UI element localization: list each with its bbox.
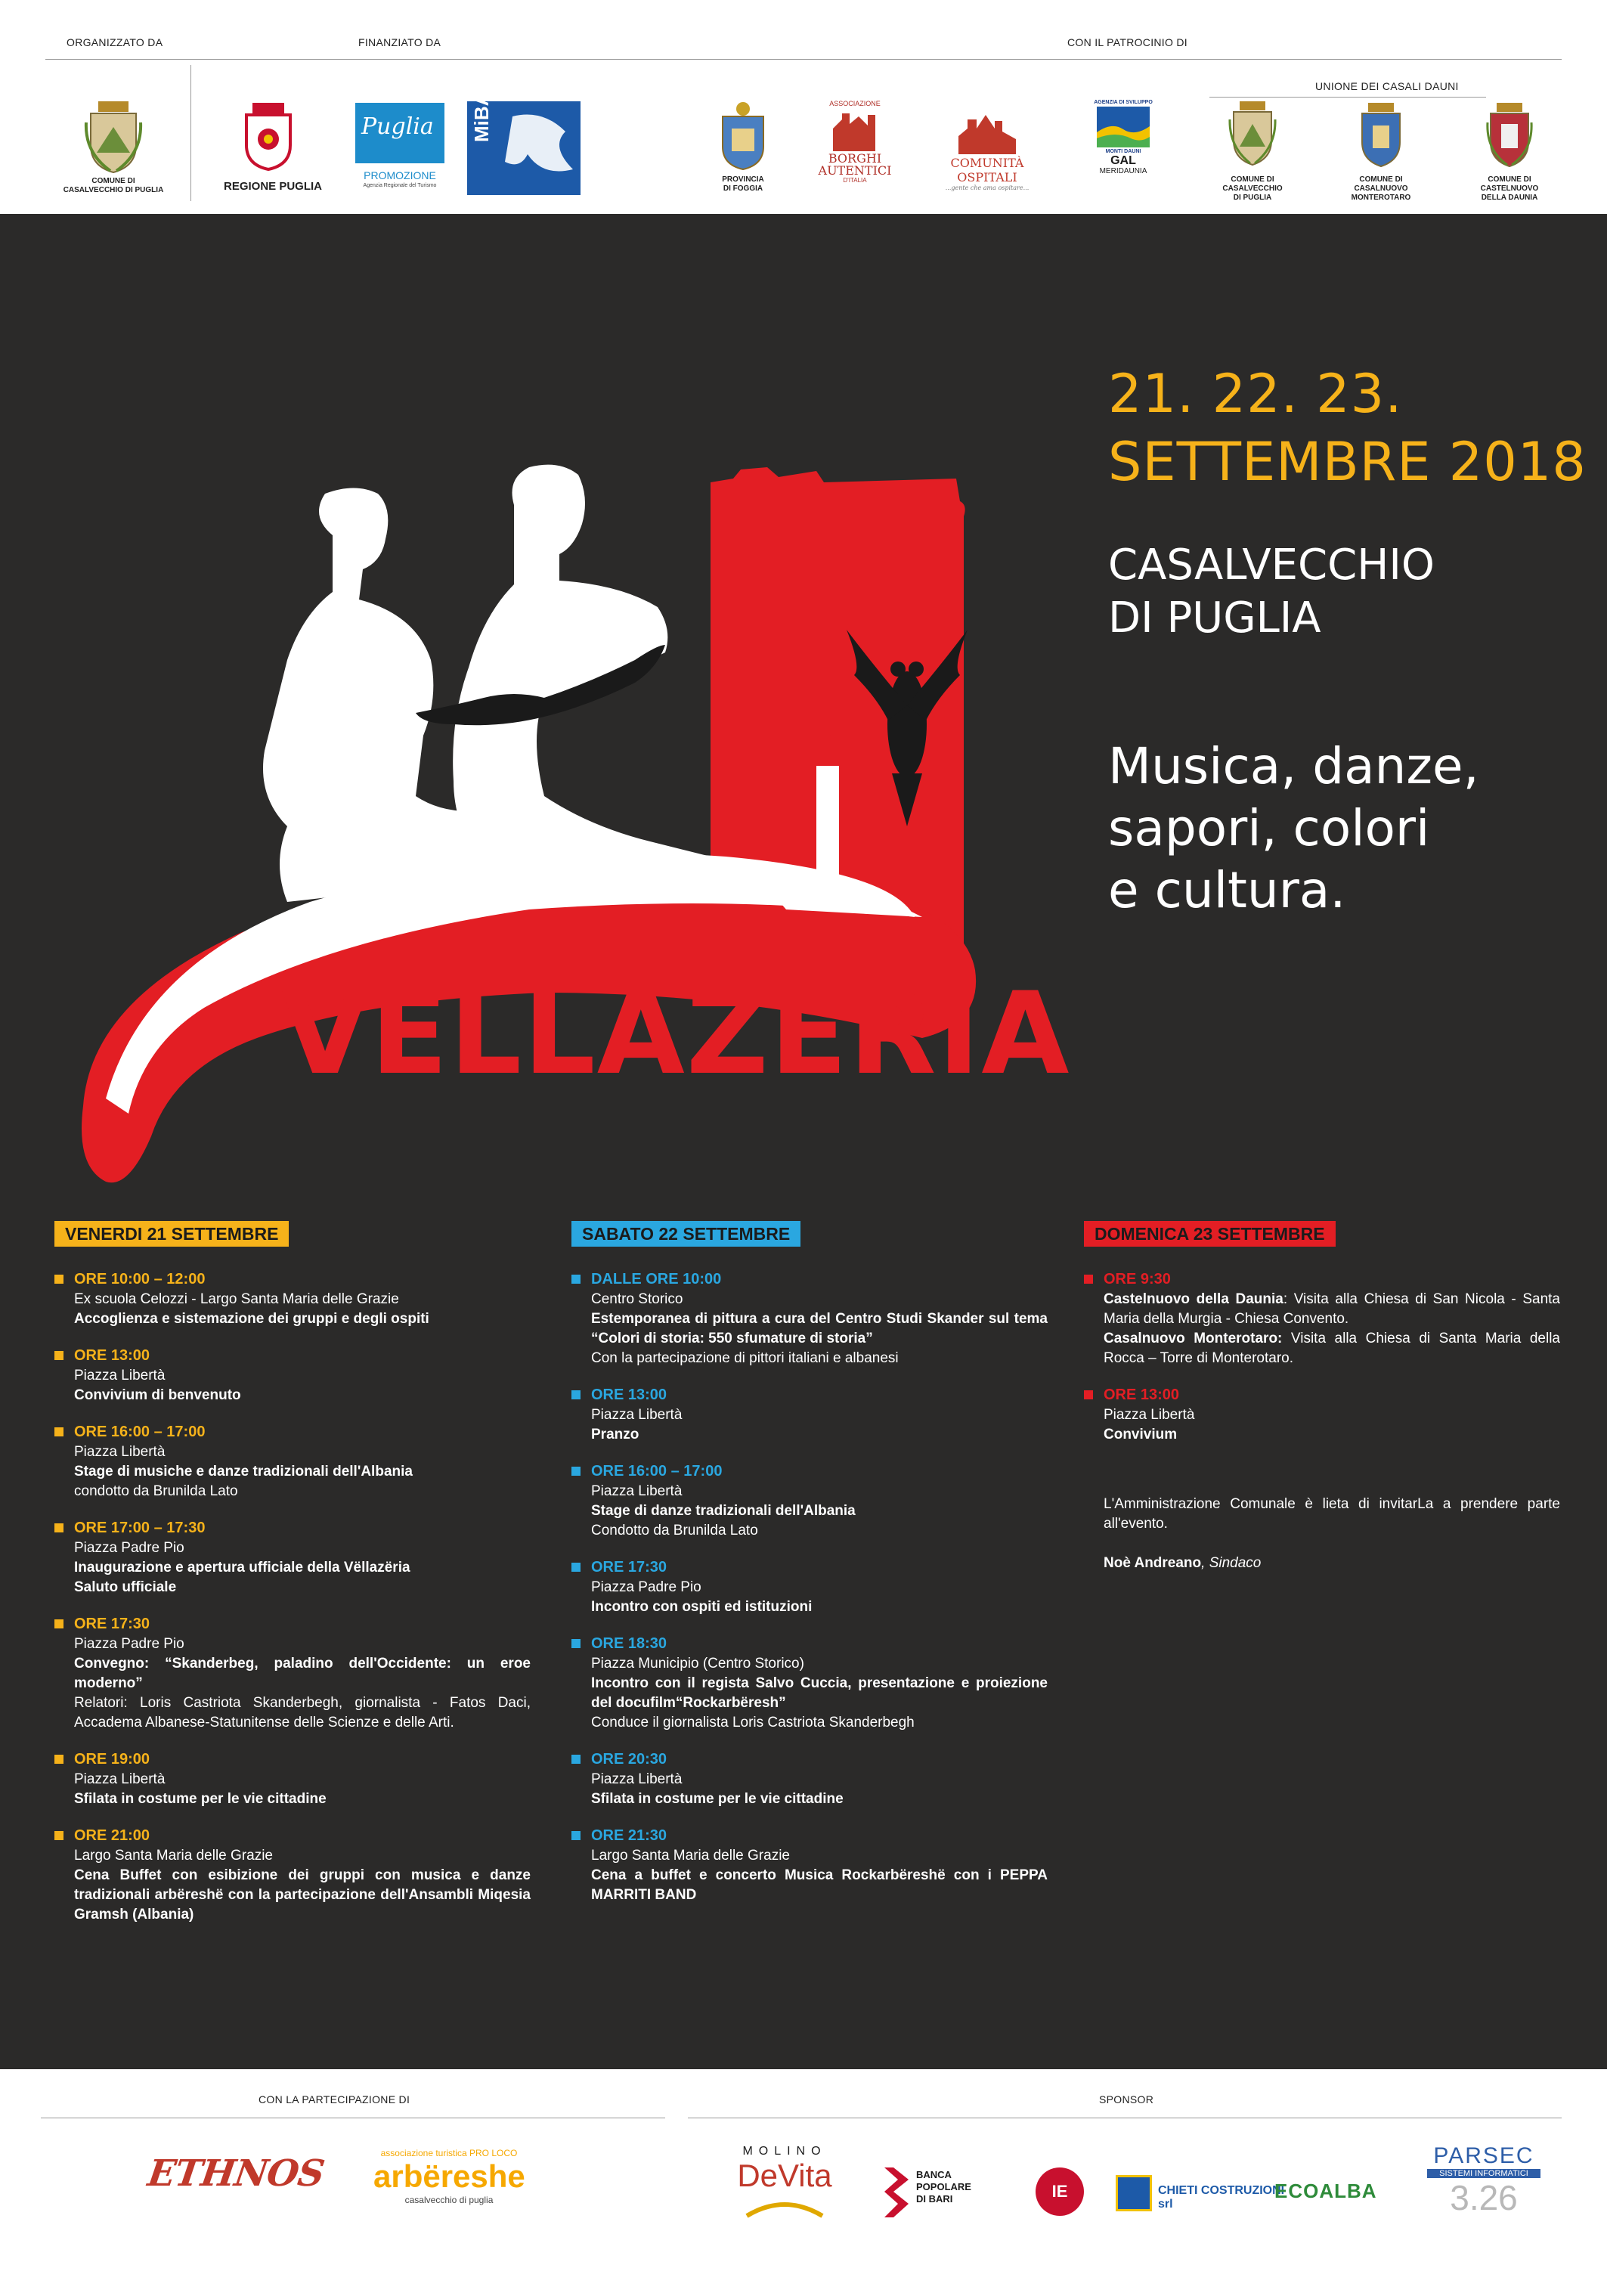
friday-heading: VENERDI 21 SETTEMBRE xyxy=(54,1221,289,1247)
event-note: condotto da Brunilda Lato xyxy=(74,1483,238,1499)
gal-meridaunia-logo xyxy=(1093,100,1153,198)
provincia-foggia-crest-icon xyxy=(718,101,768,171)
event-time: ORE 17:00 – 17:30 xyxy=(54,1518,531,1538)
casalnuovo-crest-icon xyxy=(1358,101,1404,168)
puglia-wordmark: Puglia xyxy=(361,113,434,140)
wheat-icon xyxy=(739,2193,830,2219)
event-time: ORE 16:00 – 17:00 xyxy=(571,1461,1048,1482)
event-place: Piazza Libertà xyxy=(74,1444,166,1460)
puglia-promozione-logo xyxy=(355,103,444,200)
tagline-line3: e cultura. xyxy=(1108,861,1346,919)
tagline-line2: sapori, colori xyxy=(1108,799,1430,857)
event-item xyxy=(54,1518,531,1597)
sponsor-label: SPONSOR xyxy=(1099,2093,1154,2105)
bullet-square-icon xyxy=(571,1467,581,1476)
event-place: Piazza Libertà xyxy=(591,1407,683,1423)
borghi-line1: BORGHI xyxy=(828,151,882,166)
bullet-square-icon xyxy=(54,1351,63,1360)
patrocinio-label: CON IL PATROCINIO DI xyxy=(1067,36,1187,48)
finanziato-label: FINANZIATO DA xyxy=(358,36,441,48)
program-friday xyxy=(54,1221,531,1941)
event-place: Ex scuola Celozzi - Largo Santa Maria delle Grazie xyxy=(74,1291,399,1307)
signature: Noè Andreano, Sindaco xyxy=(1104,1555,1262,1571)
event-item xyxy=(571,1557,1048,1617)
provincia-caption: PROVINCIA DI FOGGIA xyxy=(722,175,764,193)
organizzato-label: ORGANIZZATO DA xyxy=(67,36,163,48)
event-title: Stage di musiche e danze tradizionali dell'Albania xyxy=(74,1464,413,1480)
event-time: ORE 9:30 xyxy=(1084,1269,1560,1290)
event-time: ORE 17:30 xyxy=(571,1557,1048,1578)
event-time: ORE 18:30 xyxy=(571,1634,1048,1654)
event-note: Condotto da Brunilda Lato xyxy=(591,1523,758,1538)
event-desc: Casalnuovo Monterotaro: Visita alla Chiesa di Santa Maria della Rocca – Torre di Monterotaro. xyxy=(1104,1331,1560,1366)
parsec-sub: SISTEMI INFORMATICI xyxy=(1427,2169,1540,2178)
parsec-number: 3.26 xyxy=(1450,2178,1518,2217)
mibact-logo xyxy=(467,65,581,195)
event-item xyxy=(571,1826,1048,1905)
event-place: Largo Santa Maria delle Grazie xyxy=(74,1848,273,1864)
event-time: ORE 17:30 xyxy=(54,1614,531,1634)
sunday-event xyxy=(1084,1385,1560,1445)
molino-name: DeVita xyxy=(737,2158,832,2193)
bullet-square-icon xyxy=(1084,1275,1093,1284)
event-place: Piazza Libertà xyxy=(591,1483,683,1499)
molino-top: MOLINO xyxy=(742,2145,827,2158)
header-vertical-divider xyxy=(190,65,191,201)
participation-label: CON LA PARTECIPAZIONE DI xyxy=(259,2093,410,2105)
parsec-name: PARSEC xyxy=(1433,2143,1534,2168)
event-item xyxy=(571,1634,1048,1733)
event-place-line1: CASALVECCHIO xyxy=(1108,541,1435,590)
event-item xyxy=(54,1346,531,1405)
sunday-heading: DOMENICA 23 SETTEMBRE xyxy=(1084,1221,1336,1247)
casalvecchio-patron-crest-icon xyxy=(1228,100,1277,166)
bullet-square-icon xyxy=(571,1563,581,1572)
bullet-square-icon xyxy=(54,1427,63,1436)
organizer-caption: COMUNE DI CASALVECCHIO DI PUGLIA xyxy=(63,177,164,194)
event-title: Estemporanea di pittura a cura del Centro Studi Skander sul tema “Colori di storia: 550 sfumature di storia” xyxy=(591,1311,1048,1346)
mibact-wordmark: MiBACT xyxy=(470,65,493,142)
proloco-sub: casalvecchio di puglia xyxy=(404,2195,494,2205)
casalnuovo-caption: COMUNE DI CASALNUOVO MONTEROTARO xyxy=(1351,175,1411,202)
event-note: Con la partecipazione di pittori italiani e albanesi xyxy=(591,1350,899,1366)
chieti-costruzioni-logo xyxy=(1116,2175,1290,2211)
event-time: ORE 16:00 – 17:00 xyxy=(54,1422,531,1442)
regione-puglia-name: REGIONE PUGLIA xyxy=(223,180,322,193)
bullet-square-icon xyxy=(571,1390,581,1399)
event-time: ORE 13:00 xyxy=(571,1385,1048,1405)
event-time: ORE 13:00 xyxy=(1084,1385,1560,1405)
bullet-square-icon xyxy=(54,1831,63,1840)
header-divider-left xyxy=(45,59,688,60)
proloco-top: associazione turistica PRO LOCO xyxy=(380,2148,518,2158)
event-item xyxy=(571,1461,1048,1541)
bullet-square-icon xyxy=(571,1755,581,1764)
casalvecchio-crest-icon xyxy=(83,100,144,174)
event-title: Sfilata in costume per le vie cittadine xyxy=(591,1791,844,1807)
ecoalba-logo: ECOALBA xyxy=(1274,2180,1377,2202)
event-time: ORE 21:00 xyxy=(54,1826,531,1846)
event-title: Inaugurazione e apertura ufficiale della Vëllazëria xyxy=(74,1560,410,1576)
cc-name: CHIETI COSTRUZIONI srl xyxy=(1158,2184,1285,2211)
event-note: Conduce il giornalista Loris Castriota Skanderbegh xyxy=(591,1715,915,1731)
bpb-mark-icon xyxy=(883,2166,910,2219)
event-place: Piazza Libertà xyxy=(74,1368,166,1383)
event-item xyxy=(54,1826,531,1925)
promozione-label: PROMOZIONE xyxy=(364,169,436,181)
event-time: ORE 10:00 – 12:00 xyxy=(54,1269,531,1290)
header-sponsors-bar xyxy=(0,0,1607,214)
gal-top: AGENZIA DI SVILUPPO xyxy=(1094,100,1153,105)
bullet-square-icon xyxy=(54,1619,63,1628)
event-time: ORE 19:00 xyxy=(54,1749,531,1770)
event-item xyxy=(54,1749,531,1809)
event-note: Relatori: Loris Castriota Skanderbegh, giornalista - Fatos Daci, Accadema Albanese-Statunitense delle Scienze e delle Arti. xyxy=(74,1695,531,1731)
friday-events xyxy=(54,1269,531,1925)
program-sunday xyxy=(1084,1221,1560,1573)
borghi-line3: D'ITALIA xyxy=(843,177,867,184)
molino-devita-logo xyxy=(724,2145,845,2223)
event-item xyxy=(54,1422,531,1501)
event-item xyxy=(571,1385,1048,1445)
parsec-logo xyxy=(1427,2143,1540,2217)
event-title: Cena Buffet con esibizione dei gruppi con musica e danze tradizionali arbëreshë con la partecipazione dell'Ansambli Miqesia Gramsh (Albania) xyxy=(74,1867,531,1923)
event-title: Accoglienza e sistemazione dei gruppi e degli ospiti xyxy=(74,1311,429,1327)
event-place: Piazza Libertà xyxy=(1104,1407,1195,1423)
ethnos-logo: ETHNOS xyxy=(145,2152,327,2195)
header-divider-right xyxy=(688,59,1562,60)
event-place: Piazza Padre Pio xyxy=(591,1579,701,1595)
saturday-events xyxy=(571,1269,1048,1905)
borghi-top: ASSOCIAZIONE xyxy=(829,100,881,107)
event-title: Incontro con il regista Salvo Cuccia, presentazione e proiezione del docufilm“Rockarbëresh” xyxy=(591,1675,1048,1711)
event-item xyxy=(54,1269,531,1329)
event-place: Largo Santa Maria delle Grazie xyxy=(591,1848,790,1864)
event-place-line2: DI PUGLIA xyxy=(1108,593,1321,643)
event-title: Cena a buffet e concerto Musica Rockarbëreshë con i PEPPA MARRITI BAND xyxy=(591,1867,1048,1903)
sunday-event xyxy=(1084,1269,1560,1368)
event-item xyxy=(54,1614,531,1733)
event-place: Piazza Libertà xyxy=(591,1771,683,1787)
event-title: Convivium xyxy=(1104,1427,1178,1442)
event-place: Piazza Libertà xyxy=(74,1771,166,1787)
comunita-ospitali-name: COMUNITÀ OSPITALI xyxy=(950,156,1024,184)
banca-popolare-bari-logo xyxy=(883,2166,989,2226)
program-saturday xyxy=(571,1221,1048,1922)
proloco-name: arbëreshe xyxy=(373,2158,525,2194)
regione-puglia-crest-icon xyxy=(242,101,295,171)
tagline-line1: Musica, danze, xyxy=(1108,737,1479,795)
cc-mark-icon xyxy=(1116,2175,1152,2211)
event-month: SETTEMBRE 2018 xyxy=(1108,431,1587,493)
event-place: Piazza Municipio (Centro Storico) xyxy=(591,1656,804,1672)
promozione-sub: Agenzia Regionale del Turismo xyxy=(363,183,437,188)
gal-mid: MONTI DAUNI xyxy=(1105,149,1141,154)
castelnuovo-crest-icon xyxy=(1486,101,1533,168)
event-place: Piazza Padre Pio xyxy=(74,1540,184,1556)
unione-divider xyxy=(1209,97,1486,98)
invitation-text: L'Amministrazione Comunale è lieta di invitarLa a prendere parte all'evento. xyxy=(1104,1496,1560,1532)
event-item xyxy=(571,1749,1048,1809)
bullet-square-icon xyxy=(571,1831,581,1840)
footer-sponsors-bar xyxy=(0,2069,1607,2296)
saturday-heading: SABATO 22 SETTEMBRE xyxy=(571,1221,800,1247)
event-title: Incontro con ospiti ed istituzioni xyxy=(591,1599,813,1615)
bullet-square-icon xyxy=(571,1639,581,1648)
event-title: Stage di danze tradizionali dell'Albania xyxy=(591,1503,856,1519)
bullet-square-icon xyxy=(54,1755,63,1764)
bullet-square-icon xyxy=(1084,1390,1093,1399)
bullet-square-icon xyxy=(571,1275,581,1284)
unione-label: UNIONE DEI CASALI DAUNI xyxy=(1315,80,1459,92)
comunita-ospitali-motto: ...gente che ama ospitare... xyxy=(945,184,1030,191)
event-time: ORE 21:30 xyxy=(571,1826,1048,1846)
bullet-square-icon xyxy=(54,1523,63,1532)
event-item xyxy=(571,1269,1048,1368)
event-title: Pranzo xyxy=(591,1427,639,1442)
borghi-autentici-logo xyxy=(813,100,896,195)
event-place: Piazza Padre Pio xyxy=(74,1636,184,1652)
event-time: ORE 20:30 xyxy=(571,1749,1048,1770)
event-time: ORE 13:00 xyxy=(54,1346,531,1366)
event-dates: 21. 22. 23. xyxy=(1108,363,1403,425)
proloco-arbereshe-logo xyxy=(373,2148,525,2205)
logo-letter xyxy=(813,728,844,758)
bullet-square-icon xyxy=(54,1275,63,1284)
event-place: Centro Storico xyxy=(591,1291,683,1307)
bpb-text: BANCA POPOLARE DI BARI xyxy=(916,2169,971,2205)
event-title: Sfilata in costume per le vie cittadine xyxy=(74,1791,327,1807)
event-time: DALLE ORE 10:00 xyxy=(571,1269,1048,1290)
event-title: Saluto ufficiale xyxy=(74,1579,177,1595)
event-title: Convegno: “Skanderbeg, paladino dell'Occidente: un eroe moderno” xyxy=(74,1656,531,1691)
gal-sub: MERIDAUNIA xyxy=(1099,167,1147,175)
borghi-line2: AUTENTICI xyxy=(818,163,892,178)
event-title: Convivium di benvenuto xyxy=(74,1387,241,1403)
event-title: VËLLAZËRIA xyxy=(281,968,1071,1100)
castelnuovo-caption: COMUNE DI CASTELNUOVO DELLA DAUNIA xyxy=(1480,175,1539,202)
ie-logo: IE xyxy=(1036,2167,1084,2216)
comunita-ospitali-logo xyxy=(924,106,1051,195)
casalvecchio-patron-caption: COMUNE DI CASALVECCHIO DI PUGLIA xyxy=(1222,175,1283,202)
gal-name: GAL xyxy=(1110,154,1136,167)
event-desc: Castelnuovo della Daunia: Visita alla Chiesa di San Nicola - Santa Maria della Murgia - Chiesa Convento. xyxy=(1104,1291,1560,1327)
